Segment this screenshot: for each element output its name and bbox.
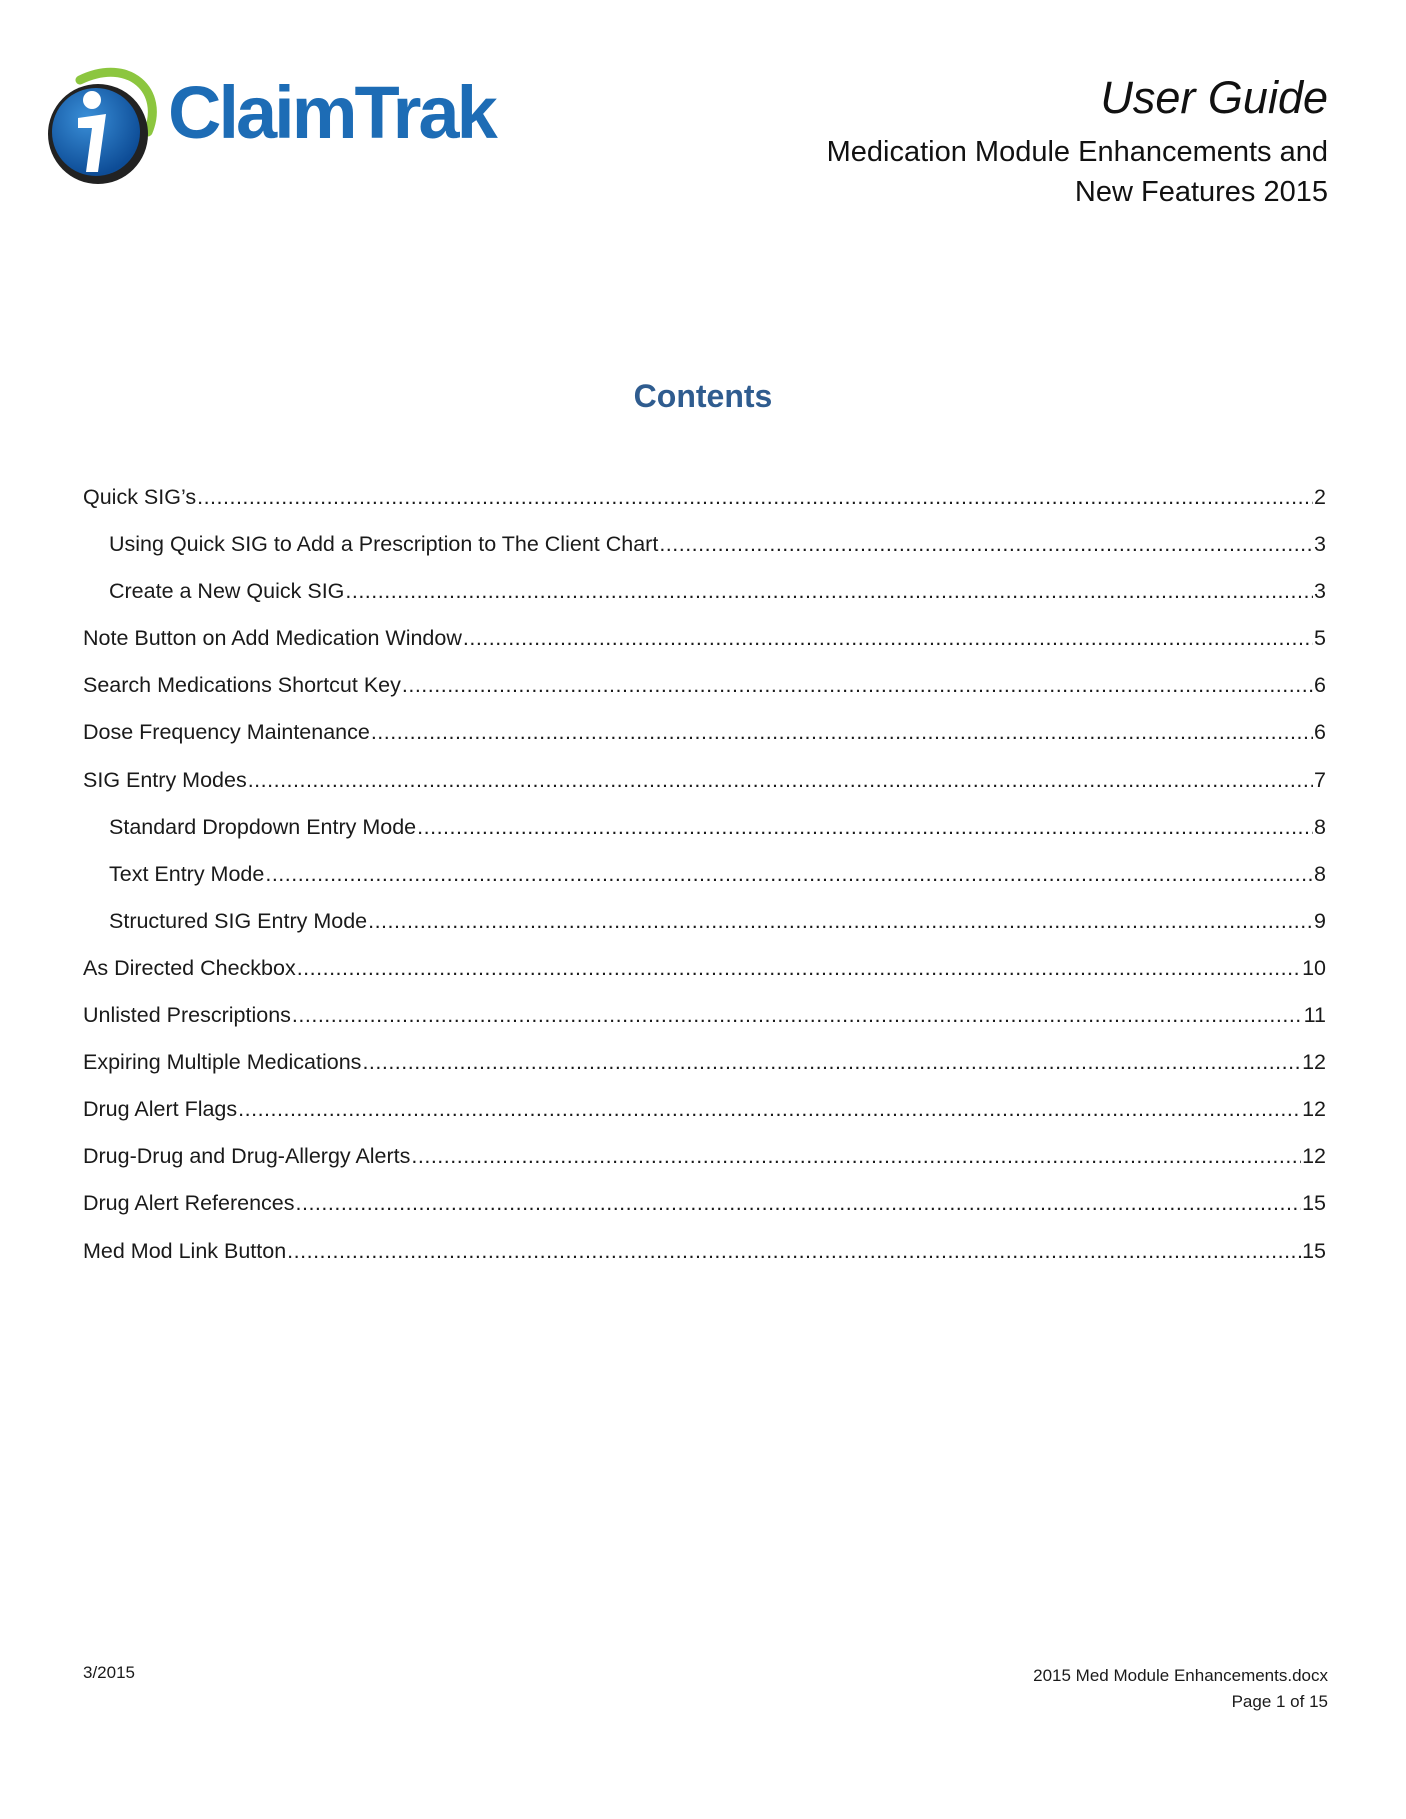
footer-info xyxy=(1033,1663,1328,1715)
toc-entry-label[interactable]: Text Entry Mode xyxy=(109,861,265,886)
footer-filename: 2015 Med Module Enhancements.docx xyxy=(1033,1666,1328,1685)
toc-entry-label[interactable]: Search Medications Shortcut Key xyxy=(83,673,401,698)
toc-entry-page-number[interactable]: 8 xyxy=(1314,861,1326,886)
toc-entry-label[interactable]: Drug Alert References xyxy=(83,1191,295,1216)
toc-entry[interactable] xyxy=(83,815,1326,862)
toc-leader-dots xyxy=(292,1003,1303,1028)
toc-leader-dots xyxy=(417,815,1313,840)
toc-leader-dots xyxy=(362,1050,1301,1075)
footer-page-number: Page 1 of 15 xyxy=(1231,1692,1328,1711)
toc-leader-dots xyxy=(659,532,1313,557)
toc-entry[interactable] xyxy=(83,673,1326,720)
document-title: User Guide xyxy=(1100,72,1328,123)
toc-entry[interactable] xyxy=(83,1003,1326,1050)
toc-entry-label[interactable]: Create a New Quick SIG xyxy=(109,579,345,604)
toc-entry[interactable] xyxy=(83,862,1326,909)
toc-entry-page-number[interactable]: 3 xyxy=(1314,532,1326,557)
toc-entry[interactable] xyxy=(83,909,1326,956)
document-subtitle-line-2: New Features 2015 xyxy=(1074,176,1328,208)
toc-leader-dots xyxy=(371,720,1313,745)
toc-leader-dots xyxy=(287,1239,1301,1264)
logo-mark-icon xyxy=(40,62,170,192)
toc-entry-label[interactable]: As Directed Checkbox xyxy=(83,955,296,980)
toc-entry-page-number[interactable]: 7 xyxy=(1314,767,1326,792)
toc-entry-label[interactable]: Expiring Multiple Medications xyxy=(83,1050,362,1075)
toc-entry[interactable] xyxy=(83,1097,1326,1144)
toc-leader-dots xyxy=(463,626,1313,651)
logo-text: ClaimTrak xyxy=(168,71,495,154)
toc-entry-label[interactable]: Note Button on Add Medication Window xyxy=(83,626,462,651)
toc-entry[interactable] xyxy=(83,579,1326,626)
toc-entry-page-number[interactable]: 15 xyxy=(1302,1191,1326,1216)
toc-entry-page-number[interactable]: 12 xyxy=(1302,1050,1326,1075)
contents-heading: Contents xyxy=(633,378,773,414)
toc-entry[interactable] xyxy=(83,720,1326,767)
toc-entry[interactable] xyxy=(83,1191,1326,1238)
toc-entry-label[interactable]: Structured SIG Entry Mode xyxy=(109,908,368,933)
toc-entry-page-number[interactable]: 12 xyxy=(1302,1097,1326,1122)
document-subtitle xyxy=(827,132,1328,212)
toc-entry-page-number[interactable]: 5 xyxy=(1314,626,1326,651)
toc-entry[interactable] xyxy=(83,485,1326,532)
toc-entry-page-number[interactable]: 6 xyxy=(1314,720,1326,745)
toc-entry-label[interactable]: Drug-Drug and Drug-Allergy Alerts xyxy=(83,1144,411,1169)
toc-entry[interactable] xyxy=(83,956,1326,1003)
document-subtitle-line-1: Medication Module Enhancements and xyxy=(826,136,1328,168)
toc-leader-dots xyxy=(368,909,1313,934)
footer-date: 3/2015 xyxy=(83,1663,135,1682)
document-header xyxy=(827,70,1328,212)
toc-entry-label[interactable]: Dose Frequency Maintenance xyxy=(83,720,370,745)
toc-leader-dots xyxy=(248,768,1313,793)
toc-entry-page-number[interactable]: 12 xyxy=(1302,1144,1326,1169)
toc-entry[interactable] xyxy=(83,1144,1326,1191)
toc-leader-dots xyxy=(297,956,1301,981)
toc-leader-dots xyxy=(402,673,1313,698)
toc-leader-dots xyxy=(345,579,1313,604)
toc-entry-label[interactable]: Quick SIG’s xyxy=(83,485,197,509)
toc-entry-page-number[interactable]: 8 xyxy=(1314,814,1326,839)
toc-entry-label[interactable]: Standard Dropdown Entry Mode xyxy=(109,814,417,839)
toc-entry-label[interactable]: Drug Alert Flags xyxy=(83,1097,238,1122)
table-of-contents xyxy=(83,485,1326,1286)
toc-leader-dots xyxy=(197,485,1313,510)
toc-leader-dots xyxy=(296,1191,1302,1216)
toc-entry-label[interactable]: SIG Entry Modes xyxy=(83,767,247,792)
toc-entry-page-number[interactable]: 10 xyxy=(1302,955,1326,980)
toc-entry-label[interactable]: Med Mod Link Button xyxy=(83,1238,287,1263)
toc-entry-page-number[interactable]: 3 xyxy=(1314,579,1326,604)
claimtrak-logo xyxy=(40,62,510,192)
toc-entry[interactable] xyxy=(83,768,1326,815)
toc-leader-dots xyxy=(238,1097,1301,1122)
toc-entry-page-number[interactable]: 15 xyxy=(1302,1238,1326,1263)
toc-entry[interactable] xyxy=(83,532,1326,579)
toc-entry-label[interactable]: Using Quick SIG to Add a Prescription to The Client Chart xyxy=(109,532,659,557)
toc-entry-page-number[interactable]: 9 xyxy=(1314,908,1326,933)
toc-leader-dots xyxy=(265,862,1313,887)
toc-leader-dots xyxy=(411,1144,1301,1169)
toc-entry-page-number[interactable]: 6 xyxy=(1314,673,1326,698)
toc-entry-page-number[interactable]: 11 xyxy=(1303,1003,1326,1028)
toc-entry[interactable] xyxy=(83,1050,1326,1097)
toc-entry[interactable] xyxy=(83,626,1326,673)
toc-entry[interactable] xyxy=(83,1239,1326,1286)
toc-entry-label[interactable]: Unlisted Prescriptions xyxy=(83,1003,291,1028)
toc-entry-page-number[interactable]: 2 xyxy=(1314,485,1326,509)
